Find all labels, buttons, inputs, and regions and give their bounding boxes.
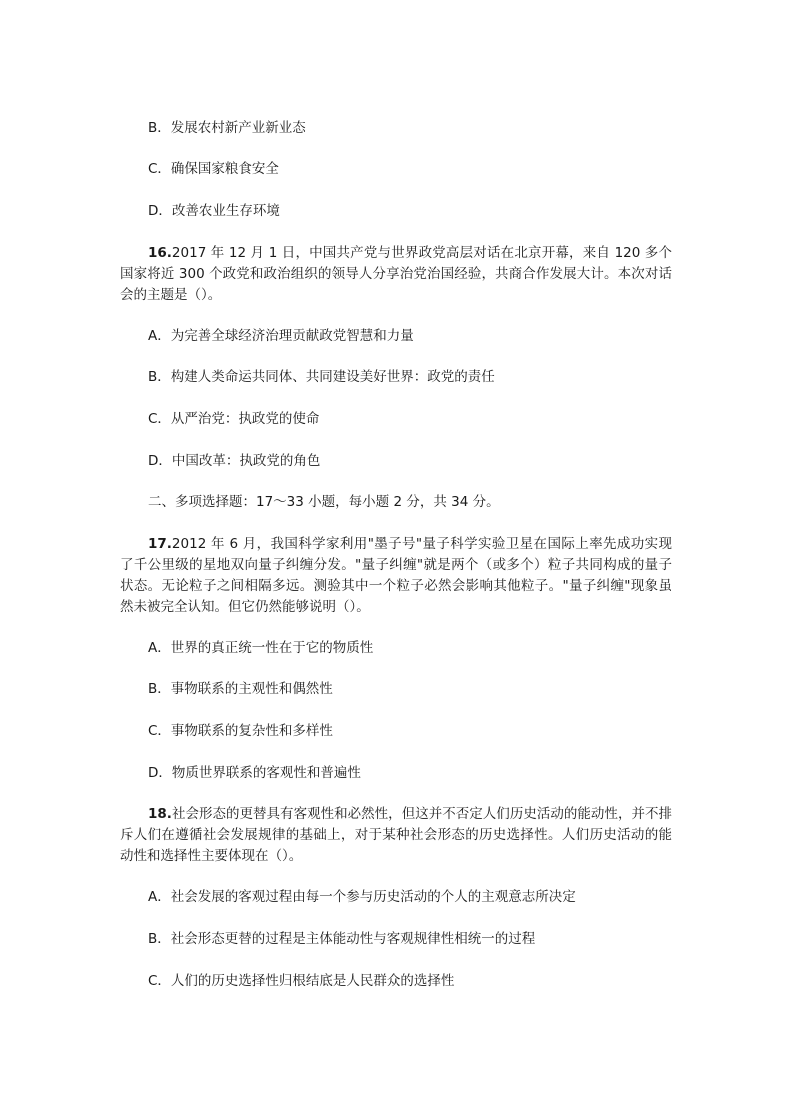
q16-number: 16. <box>148 245 172 261</box>
q16-option-a: A．为完善全球经济治理贡献政党智慧和力量 <box>148 328 414 344</box>
q17-stem <box>120 534 672 618</box>
q18-option-c: C．人们的历史选择性归根结底是人民群众的选择性 <box>148 973 455 989</box>
q18-stem <box>120 804 672 867</box>
q15-option-c: C．确保国家粮食安全 <box>148 161 279 177</box>
q17-option-a: A．世界的真正统一性在于它的物质性 <box>148 640 374 656</box>
q18-option-b: B．社会形态更替的过程是主体能动性与客观规律性相统一的过程 <box>148 931 536 947</box>
q16-option-d: D．中国改革：执政党的角色 <box>148 453 321 469</box>
q17-option-d: D．物质世界联系的客观性和普遍性 <box>148 765 361 781</box>
section-2-heading: 二、多项选择题：17～33 小题，每小题 2 分，共 34 分。 <box>148 494 500 510</box>
q16-stem-text: 2017 年 12 月 1 日，中国共产党与世界政党高层对话在北京开幕，来自 120 多个国家将近 300 个政党和政治组织的领导人分享治党治国经验，共商合作发展大计。本次对话会的主题是（）。 <box>120 245 672 303</box>
q18-option-a: A．社会发展的客观过程由每一个参与历史活动的个人的主观意志所决定 <box>148 889 576 905</box>
q15-option-b: B．发展农村新产业新业态 <box>148 120 306 136</box>
q17-option-c: C．事物联系的复杂性和多样性 <box>148 723 333 739</box>
q15-option-d: D．改善农业生存环境 <box>148 203 280 219</box>
q16-option-c: C．从严治党：执政党的使命 <box>148 411 320 427</box>
q16-stem <box>120 243 672 306</box>
q18-stem-text: 社会形态的更替具有客观性和必然性，但这并不否定人们历史活动的能动性，并不排斥人们在遵循社会发展规律的基础上，对于某种社会形态的历史选择性。人们历史活动的能动性和选择性主要体现在（）。 <box>120 806 672 864</box>
q16-option-b: B．构建人类命运共同体、共同建设美好世界：政党的责任 <box>148 369 495 385</box>
q17-stem-text: 2012 年 6 月，我国科学家利用"墨子号"量子科学实验卫星在国际上率先成功实现了千公里级的星地双向量子纠缠分发。"量子纠缠"就是两个（或多个）粒子共同构成的量子状态。无论粒子之间相隔多远。测验其中一个粒子必然会影响其他粒子。"量子纠缠"现象虽然未被完全认知。但它仍然能够说明（）。 <box>120 536 672 615</box>
q17-number: 17. <box>148 536 172 552</box>
q18-number: 18. <box>148 806 172 822</box>
q17-option-b: B．事物联系的主观性和偶然性 <box>148 681 333 697</box>
